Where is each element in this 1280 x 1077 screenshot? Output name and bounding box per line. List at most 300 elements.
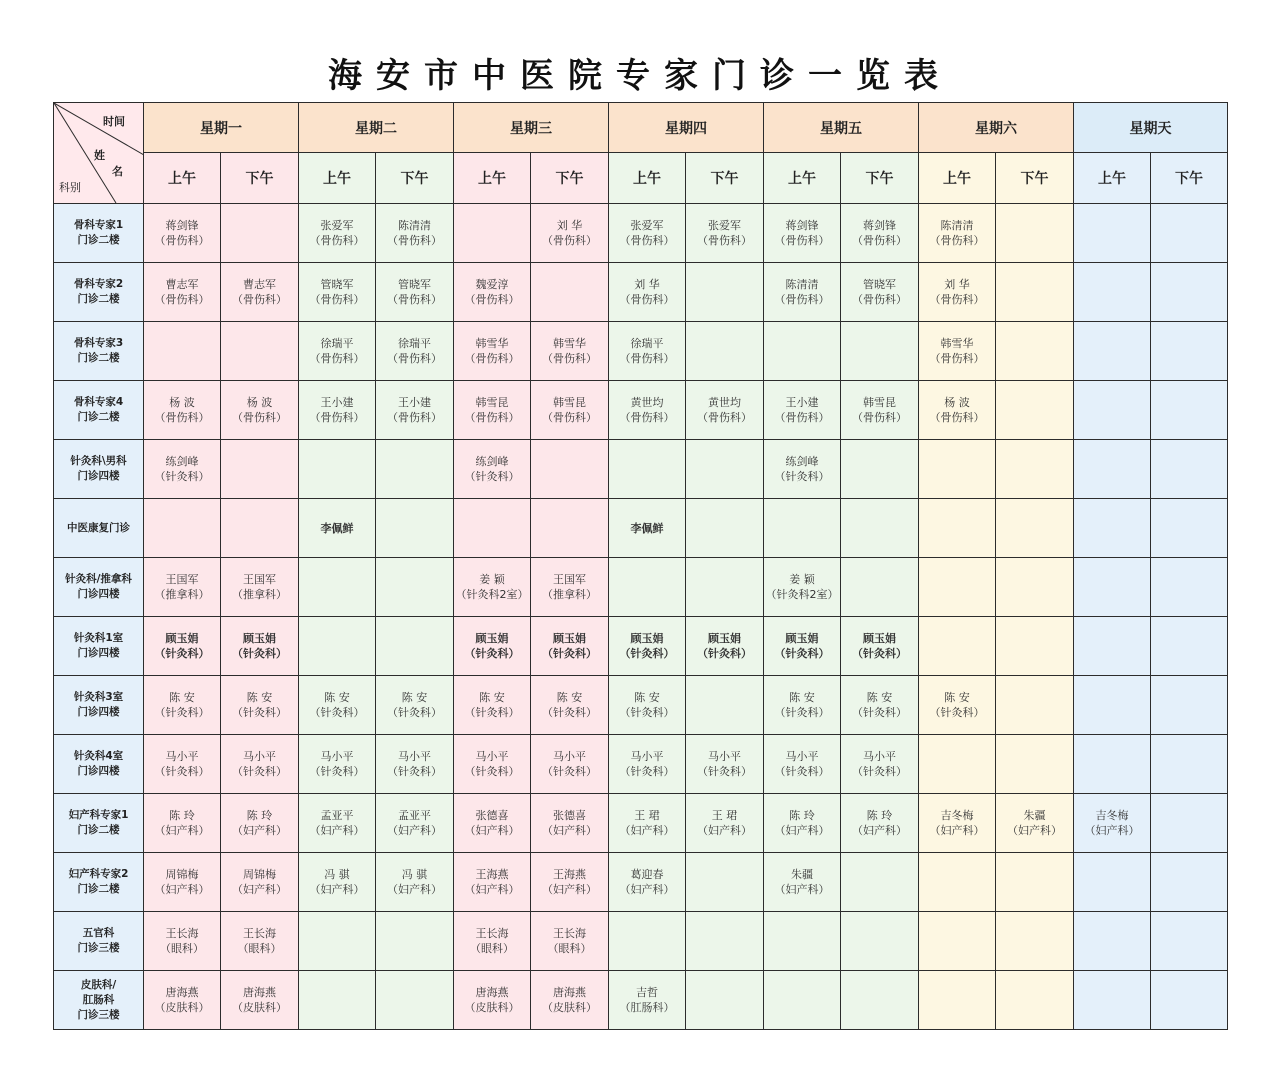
schedule-cell (996, 322, 1074, 381)
schedule-cell (919, 440, 996, 499)
specialty-label: （骨伤科） (464, 411, 520, 424)
schedule-cell (531, 735, 609, 794)
specialty-label: （皮肤科） (154, 1001, 210, 1014)
department-label-line: 门诊二楼 (77, 234, 120, 246)
doctor-name: 顾玉娟 (785, 632, 819, 645)
department-cell (54, 499, 144, 558)
doctor-name: 姜 颖 (479, 573, 505, 586)
specialty-label: （皮肤科） (542, 1001, 597, 1014)
doctor-name: 顾玉娟 (708, 632, 741, 645)
specialty-label: （针灸科） (464, 470, 520, 483)
schedule-cell (764, 735, 841, 794)
doctor-name: 王国军 (553, 573, 586, 586)
schedule-cell (531, 853, 609, 912)
schedule-cell (454, 381, 531, 440)
specialty-label: （针灸科） (232, 765, 287, 778)
schedule-cell (996, 853, 1074, 912)
schedule-cell (221, 912, 299, 971)
doctor-name: 马小平 (708, 750, 741, 763)
specialty-label: （骨伤科） (929, 293, 985, 306)
specialty-label: （骨伤科） (232, 293, 287, 306)
half-header-am: 上午 (454, 153, 531, 204)
specialty-label: （妇产科） (309, 883, 365, 896)
specialty-label: （针灸科） (852, 706, 907, 719)
specialty-label: （骨伤科） (309, 234, 365, 247)
department-cell (54, 322, 144, 381)
schedule-row (54, 676, 1228, 735)
schedule-row (54, 735, 1228, 794)
doctor-name: 魏爱淳 (475, 278, 509, 291)
schedule-cell (144, 617, 221, 676)
specialty-label: （妇产科） (464, 824, 520, 837)
doctor-name: 杨 波 (246, 396, 273, 409)
department-label-line: 妇产科专家1 (68, 809, 129, 821)
schedule-cell (454, 971, 531, 1030)
specialty-label: （妇产科） (697, 824, 752, 837)
specialty-label: （骨伤科） (309, 411, 365, 424)
department-label-line: 针灸科1室 (73, 632, 124, 644)
specialty-label: （骨伤科） (774, 234, 830, 247)
doctor-name: 徐瑞平 (630, 337, 664, 350)
schedule-cell (376, 735, 454, 794)
doctor-name: 徐瑞平 (398, 337, 431, 350)
doctor-name: 王 珺 (634, 809, 660, 822)
doctor-name: 王国军 (243, 573, 276, 586)
schedule-cell (221, 735, 299, 794)
doctor-name: 陈 安 (634, 691, 660, 704)
schedule-cell (531, 440, 609, 499)
schedule-cell (1074, 440, 1151, 499)
department-label-line: 门诊四楼 (77, 647, 120, 659)
department-label-line: 门诊二楼 (77, 883, 120, 895)
doctor-name: 唐海燕 (165, 986, 199, 999)
schedule-cell (299, 263, 376, 322)
department-label-line: 中医康复门诊 (67, 521, 130, 534)
half-header-pm: 下午 (531, 153, 609, 204)
specialty-label: （妇产科） (1007, 824, 1062, 837)
schedule-cell (609, 204, 686, 263)
schedule-cell (376, 499, 454, 558)
doctor-name: 冯 骐 (324, 868, 350, 881)
day-header-fri: 星期五 (764, 103, 919, 153)
schedule-cell (376, 617, 454, 676)
half-header-pm: 下午 (996, 153, 1074, 204)
schedule-cell (1151, 617, 1228, 676)
schedule-cell (609, 263, 686, 322)
schedule-cell (221, 676, 299, 735)
schedule-cell (609, 381, 686, 440)
schedule-cell (996, 381, 1074, 440)
schedule-cell (609, 440, 686, 499)
doctor-name: 陈 安 (324, 691, 350, 704)
department-label-line: 皮肤科/ (80, 978, 117, 991)
specialty-label: （骨伤科） (542, 352, 597, 365)
schedule-cell (531, 912, 609, 971)
schedule-cell (841, 381, 919, 440)
schedule-cell (221, 440, 299, 499)
schedule-cell (299, 912, 376, 971)
schedule-cell (376, 676, 454, 735)
doctor-name: 王长海 (475, 927, 509, 940)
specialty-label: （妇产科） (232, 883, 287, 896)
schedule-cell (996, 617, 1074, 676)
schedule-cell (376, 440, 454, 499)
schedule-cell (919, 263, 996, 322)
schedule-cell (531, 971, 609, 1030)
schedule-cell (686, 322, 764, 381)
schedule-cell (996, 971, 1074, 1030)
doctor-name: 韩雪华 (475, 337, 509, 350)
doctor-name: 朱疆 (1023, 809, 1046, 822)
schedule-cell (609, 735, 686, 794)
department-label-line: 骨科专家2 (73, 278, 124, 290)
corner-time-label: 时间 (103, 115, 125, 128)
specialty-label: （推拿科） (154, 588, 210, 601)
schedule-cell (221, 499, 299, 558)
schedule-cell (841, 499, 919, 558)
specialty-label: （骨伤科） (542, 411, 597, 424)
specialty-label: （针灸科） (154, 647, 210, 660)
specialty-label: （骨伤科） (387, 234, 442, 247)
corner-name-top-label: 姓 (94, 149, 105, 162)
day-header-sun: 星期天 (1074, 103, 1228, 153)
doctor-name: 冯 骐 (401, 868, 428, 881)
specialty-label: （针灸科） (774, 470, 830, 483)
doctor-name: 马小平 (553, 750, 586, 763)
doctor-name: 马小平 (475, 750, 509, 763)
schedule-cell (1151, 204, 1228, 263)
doctor-name: 王小建 (320, 396, 354, 409)
schedule-cell (686, 440, 764, 499)
doctor-name: 陈 安 (866, 691, 893, 704)
doctor-name: 韩雪昆 (475, 396, 509, 409)
specialty-label: （针灸科2室） (455, 588, 529, 601)
schedule-cell (221, 204, 299, 263)
doctor-name: 顾玉娟 (165, 632, 199, 645)
specialty-label: （针灸科） (387, 765, 442, 778)
department-cell (54, 558, 144, 617)
schedule-cell (1151, 971, 1228, 1030)
specialty-label: （妇产科） (464, 883, 520, 896)
schedule-cell (454, 735, 531, 794)
schedule-cell (376, 971, 454, 1030)
schedule-cell (841, 204, 919, 263)
doctor-name: 陈 玲 (866, 809, 893, 822)
schedule-cell (686, 912, 764, 971)
schedule-cell (609, 912, 686, 971)
doctor-name: 曹志军 (243, 278, 276, 291)
schedule-cell (1151, 322, 1228, 381)
specialty-label: （骨伤科） (619, 352, 675, 365)
schedule-cell (919, 381, 996, 440)
schedule-cell (144, 971, 221, 1030)
schedule-cell (531, 204, 609, 263)
schedule-cell (686, 499, 764, 558)
half-header-am: 上午 (609, 153, 686, 204)
doctor-name: 蒋剑锋 (785, 219, 819, 232)
department-label-line: 骨科专家4 (73, 396, 124, 408)
schedule-cell (764, 440, 841, 499)
day-header-wed: 星期三 (454, 103, 609, 153)
department-cell (54, 912, 144, 971)
schedule-cell (686, 617, 764, 676)
doctor-name: 韩雪昆 (863, 396, 896, 409)
schedule-cell (1151, 381, 1228, 440)
doctor-name: 韩雪华 (553, 337, 586, 350)
specialty-label: （妇产科） (387, 883, 442, 896)
schedule-cell (454, 676, 531, 735)
specialty-label: （针灸科） (774, 706, 830, 719)
doctor-name: 马小平 (785, 750, 819, 763)
schedule-cell (454, 617, 531, 676)
schedule-cell (376, 322, 454, 381)
schedule-cell (1074, 204, 1151, 263)
department-cell (54, 617, 144, 676)
specialty-label: （妇产科） (154, 883, 210, 896)
schedule-cell (919, 853, 996, 912)
specialty-label: （骨伤科） (232, 411, 287, 424)
doctor-name: 韩雪昆 (553, 396, 586, 409)
schedule-cell (764, 204, 841, 263)
doctor-name: 马小平 (630, 750, 664, 763)
schedule-cell (299, 322, 376, 381)
doctor-name: 孟亚平 (398, 809, 431, 822)
schedule-cell (299, 794, 376, 853)
page-title: 海安市中医院专家门诊一览表 (328, 56, 952, 96)
corner-dept-label: 科别 (59, 181, 81, 194)
schedule-cell (454, 263, 531, 322)
specialty-label: （针灸科） (929, 706, 985, 719)
schedule-cell (686, 971, 764, 1030)
schedule-cell (841, 912, 919, 971)
specialty-label: （针灸科） (852, 765, 907, 778)
schedule-cell (686, 263, 764, 322)
schedule-cell (454, 204, 531, 263)
doctor-name: 马小平 (398, 750, 431, 763)
schedule-cell (144, 853, 221, 912)
specialty-label: （骨伤科） (929, 411, 985, 424)
specialty-label: （骨伤科） (387, 411, 442, 424)
specialty-label: （妇产科） (542, 883, 597, 896)
schedule-cell (841, 617, 919, 676)
department-label-line: 门诊二楼 (77, 411, 120, 423)
doctor-name: 陈 安 (479, 691, 505, 704)
schedule-cell (996, 735, 1074, 794)
schedule-cell (1074, 676, 1151, 735)
schedule-row (54, 440, 1228, 499)
specialty-label: （骨伤科） (154, 293, 210, 306)
doctor-name: 管晓军 (863, 278, 896, 291)
schedule-cell (996, 558, 1074, 617)
specialty-label: （妇产科） (774, 824, 830, 837)
schedule-cell (221, 322, 299, 381)
schedule-cell (531, 499, 609, 558)
schedule-cell (764, 794, 841, 853)
schedule-body (54, 204, 1228, 1030)
doctor-name: 张爱军 (708, 219, 741, 232)
schedule-cell (1151, 440, 1228, 499)
doctor-name: 陈清清 (940, 219, 974, 232)
schedule-cell (531, 794, 609, 853)
specialty-label: （肛肠科） (619, 1001, 675, 1014)
schedule-cell (764, 322, 841, 381)
doctor-name: 顾玉娟 (243, 632, 276, 645)
schedule-cell (144, 558, 221, 617)
doctor-name: 管晓军 (320, 278, 354, 291)
schedule-cell (1074, 558, 1151, 617)
schedule-row (54, 971, 1228, 1030)
schedule-cell (609, 971, 686, 1030)
specialty-label: （针灸科） (619, 765, 675, 778)
specialty-label: （骨伤科） (309, 352, 365, 365)
schedule-cell (919, 676, 996, 735)
schedule-cell (221, 263, 299, 322)
doctor-name: 顾玉娟 (475, 632, 509, 645)
schedule-cell (1074, 381, 1151, 440)
doctor-name: 王海燕 (475, 868, 509, 881)
schedule-cell (764, 558, 841, 617)
schedule-cell (144, 440, 221, 499)
specialty-label: （骨伤科） (774, 411, 830, 424)
schedule-cell (531, 676, 609, 735)
doctor-name: 顾玉娟 (630, 632, 664, 645)
department-cell (54, 971, 144, 1030)
schedule-cell (609, 322, 686, 381)
schedule-cell (376, 912, 454, 971)
specialty-label: （骨伤科） (387, 352, 442, 365)
doctor-name: 王长海 (553, 927, 586, 940)
schedule-cell (1074, 912, 1151, 971)
schedule-cell (376, 263, 454, 322)
schedule-cell (841, 440, 919, 499)
schedule-cell (299, 499, 376, 558)
department-label-line: 门诊二楼 (77, 824, 120, 836)
specialty-label: （骨伤科） (619, 411, 675, 424)
schedule-cell (454, 794, 531, 853)
corner-name-bottom-label: 名 (112, 165, 123, 178)
half-header-am: 上午 (1074, 153, 1151, 204)
doctor-name: 朱疆 (791, 868, 813, 881)
header-corner (54, 103, 144, 204)
schedule-cell (376, 794, 454, 853)
schedule-row (54, 381, 1228, 440)
schedule-cell (609, 499, 686, 558)
doctor-name: 陈 玲 (789, 809, 815, 822)
schedule-cell (144, 204, 221, 263)
specialty-label: （眼科） (160, 942, 204, 955)
specialty-label: （骨伤科） (309, 293, 365, 306)
schedule-cell (221, 381, 299, 440)
specialty-label: （妇产科） (929, 824, 985, 837)
schedule-row (54, 912, 1228, 971)
doctor-name: 陈 玲 (169, 809, 195, 822)
department-label-line: 门诊四楼 (77, 765, 120, 777)
doctor-name: 吉冬梅 (940, 809, 974, 822)
schedule-cell (144, 499, 221, 558)
specialty-label: （妇产科） (309, 824, 365, 837)
department-label-line: 门诊四楼 (77, 588, 120, 600)
schedule-cell (841, 322, 919, 381)
department-label-line: 门诊四楼 (77, 470, 120, 482)
half-header-pm: 下午 (221, 153, 299, 204)
schedule-cell (764, 912, 841, 971)
department-cell (54, 676, 144, 735)
specialty-label: （眼科） (237, 942, 282, 955)
schedule-cell (1151, 499, 1228, 558)
schedule-cell (996, 794, 1074, 853)
department-cell (54, 853, 144, 912)
specialty-label: （针灸科） (697, 647, 752, 660)
specialty-label: （骨伤科） (619, 293, 675, 306)
department-label-line: 骨科专家3 (73, 337, 124, 349)
doctor-name: 李佩鲜 (630, 521, 664, 535)
schedule-cell (144, 735, 221, 794)
schedule-cell (1151, 912, 1228, 971)
schedule-cell (376, 558, 454, 617)
specialty-label: （眼科） (547, 942, 592, 955)
doctor-name: 顾玉娟 (863, 632, 896, 645)
doctor-name: 李佩鲜 (320, 521, 354, 535)
schedule-cell (919, 558, 996, 617)
doctor-name: 张爱军 (630, 219, 664, 232)
specialty-label: （眼科） (470, 942, 514, 955)
specialty-label: （骨伤科） (387, 293, 442, 306)
doctor-name: 刘 华 (944, 278, 970, 291)
schedule-cell (1074, 735, 1151, 794)
schedule-cell (144, 381, 221, 440)
schedule-cell (841, 971, 919, 1030)
half-header-pm: 下午 (841, 153, 919, 204)
doctor-name: 陈 安 (556, 691, 583, 704)
doctor-name: 马小平 (863, 750, 896, 763)
specialty-label: （针灸科） (852, 647, 907, 660)
schedule-cell (454, 558, 531, 617)
half-header-am: 上午 (299, 153, 376, 204)
schedule-cell (299, 853, 376, 912)
department-label-line: 门诊三楼 (77, 1008, 120, 1021)
doctor-name: 王小建 (398, 396, 431, 409)
specialty-label: （针灸科） (232, 706, 287, 719)
doctor-name: 徐瑞平 (320, 337, 354, 350)
schedule-cell (144, 912, 221, 971)
department-label-line: 肛肠科 (82, 993, 115, 1006)
doctor-name: 唐海燕 (553, 986, 586, 999)
schedule-row (54, 204, 1228, 263)
department-label-line: 门诊二楼 (77, 352, 120, 364)
doctor-name: 王 珺 (711, 809, 738, 822)
doctor-name: 韩雪华 (940, 337, 974, 350)
department-label-line: 妇产科专家2 (68, 868, 129, 880)
department-label-line: 五官科 (82, 927, 115, 939)
doctor-name: 张德喜 (553, 809, 586, 822)
schedule-cell (686, 676, 764, 735)
doctor-name: 管晓军 (398, 278, 431, 291)
specialty-label: （推拿科） (542, 588, 597, 601)
schedule-cell (996, 440, 1074, 499)
schedule-cell (1074, 971, 1151, 1030)
schedule-row (54, 617, 1228, 676)
schedule-cell (841, 676, 919, 735)
day-header-sat: 星期六 (919, 103, 1074, 153)
day-header-tue: 星期二 (299, 103, 454, 153)
schedule-cell (1151, 676, 1228, 735)
doctor-name: 顾玉娟 (553, 632, 586, 645)
half-header-am: 上午 (919, 153, 996, 204)
specialty-label: （针灸科） (542, 706, 597, 719)
doctor-name: 练剑峰 (165, 455, 199, 468)
schedule-cell (299, 558, 376, 617)
schedule-cell (1074, 322, 1151, 381)
